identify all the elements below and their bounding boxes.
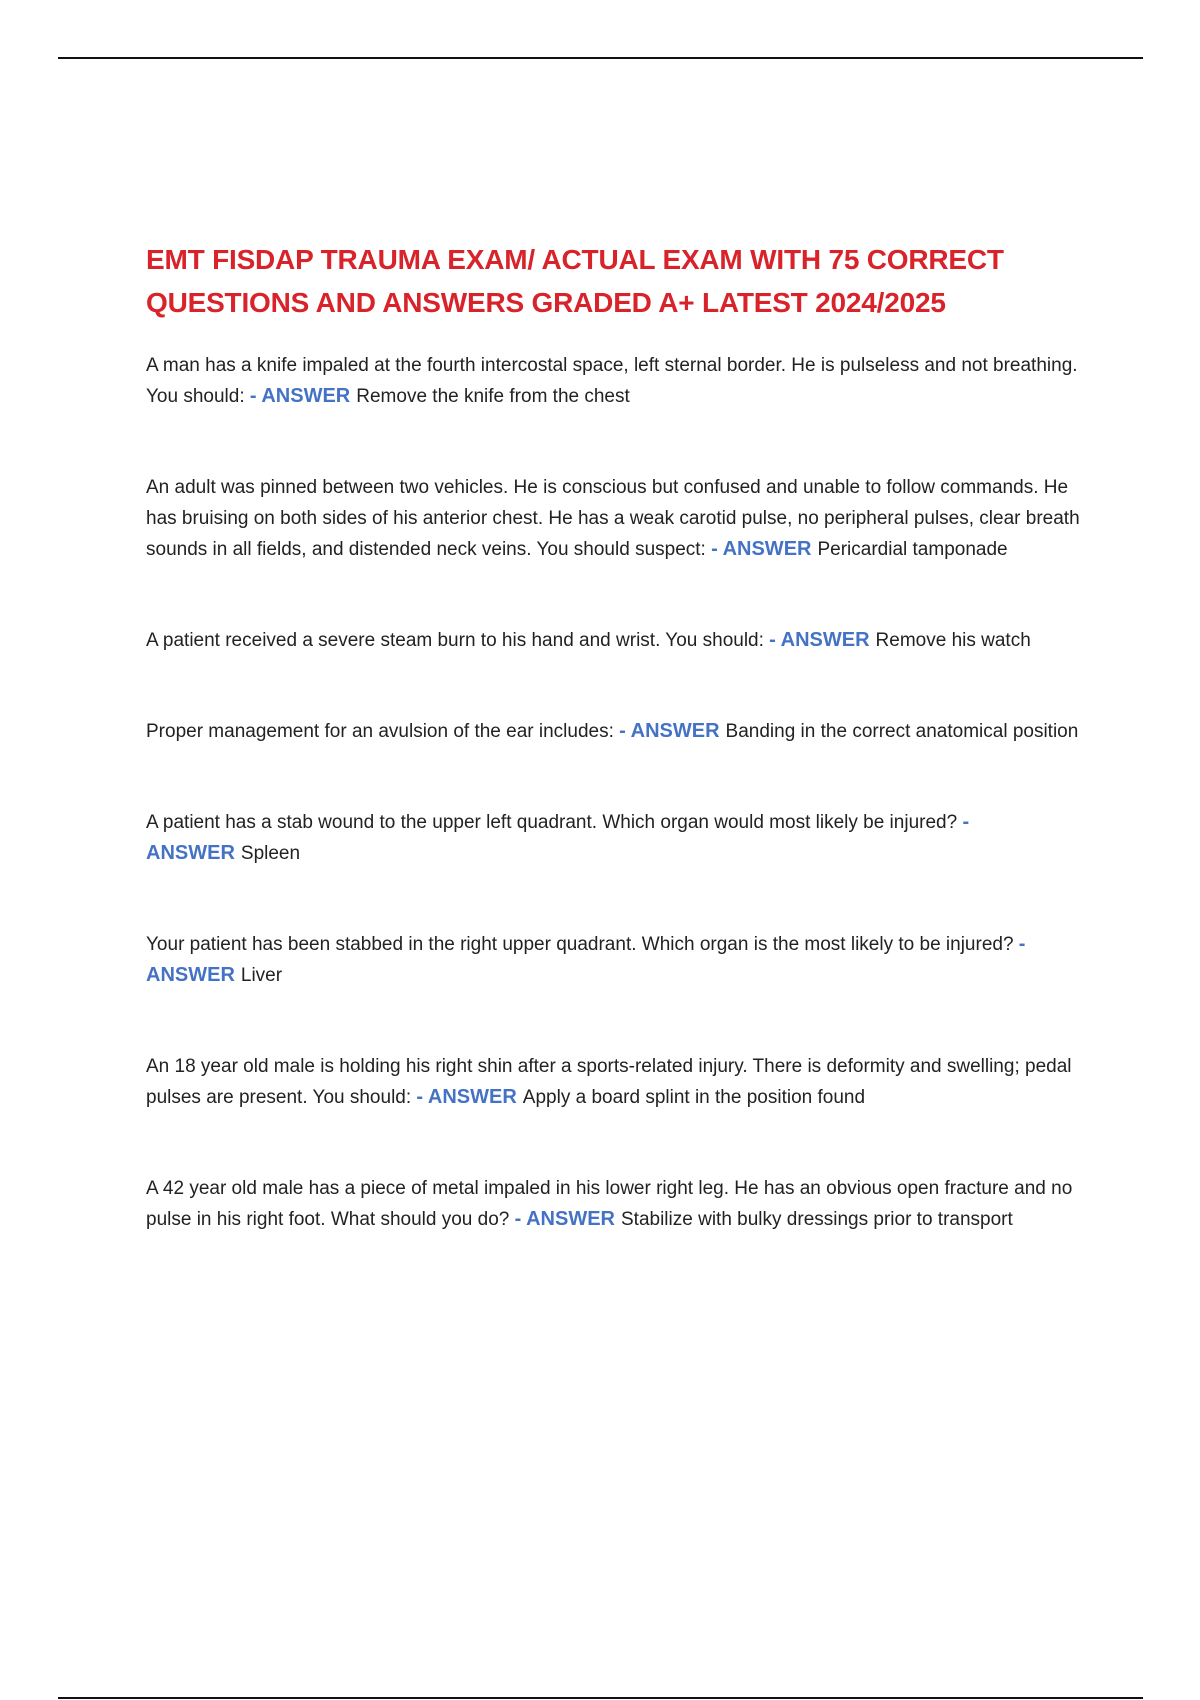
document-body	[146, 238, 1096, 1295]
question-text: Your patient has been stabbed in the right upper quadrant. Which organ is the most likely to be injured?	[146, 934, 1014, 955]
qa-list	[146, 350, 1096, 1235]
answer-label: - ANSWER	[711, 538, 812, 560]
qa-item	[146, 929, 1096, 991]
question-text: Proper management for an avulsion of the ear includes:	[146, 721, 614, 742]
answer-text: Liver	[240, 965, 283, 986]
answer-text: Spleen	[240, 843, 301, 864]
answer-text: Remove the knife from the chest	[356, 386, 630, 407]
question-text: A 42 year old male has a piece of metal impaled in his lower right leg. He has an obvious open fracture and no pulse in his right foot. What should you do?	[146, 1178, 1073, 1230]
answer-text: Banding in the correct anatomical position	[725, 721, 1079, 742]
question-text: A patient received a severe steam burn to his hand and wrist. You should:	[146, 630, 764, 651]
answer-label: - ANSWER	[146, 811, 970, 864]
qa-item	[146, 625, 1096, 656]
answer-text: Remove his watch	[875, 630, 1031, 651]
qa-item	[146, 716, 1096, 747]
bottom-rule	[58, 1697, 1143, 1699]
question-text: A man has a knife impaled at the fourth intercostal space, left sternal border. He is pulseless and not breathing. You should:	[146, 355, 1078, 407]
document-title: EMT FISDAP TRAUMA EXAM/ ACTUAL EXAM WITH 75 CORRECT QUESTIONS AND ANSWERS GRADED A+ LATEST 2024/2025	[146, 244, 1004, 318]
qa-item	[146, 1051, 1096, 1113]
top-rule	[58, 57, 1143, 59]
qa-item	[146, 472, 1096, 565]
answer-label: - ANSWER	[416, 1086, 517, 1108]
qa-item	[146, 807, 1096, 869]
question-text: A patient has a stab wound to the upper left quadrant. Which organ would most likely be injured?	[146, 812, 958, 833]
answer-label: - ANSWER	[514, 1208, 615, 1230]
answer-label: - ANSWER	[619, 720, 720, 742]
qa-item	[146, 1173, 1096, 1235]
answer-label: - ANSWER	[249, 385, 351, 407]
answer-text: Pericardial tamponade	[817, 539, 1008, 560]
question-text: An adult was pinned between two vehicles. He is conscious but confused and unable to follow commands. He has bruising on both sides of his anterior chest. He has a weak carotid pulse, no peripheral pulses, clear breath sounds in all fields, and distended neck veins. You should suspect:	[146, 477, 1080, 560]
answer-text: Apply a board splint in the position found	[522, 1087, 866, 1108]
answer-label: - ANSWER	[146, 933, 1026, 986]
answer-text: Stabilize with bulky dressings prior to transport	[621, 1209, 1013, 1230]
answer-label: - ANSWER	[769, 629, 870, 651]
qa-item	[146, 350, 1096, 412]
question-text: An 18 year old male is holding his right shin after a sports-related injury. There is deformity and swelling; pedal pulses are present. You should:	[146, 1056, 1072, 1108]
